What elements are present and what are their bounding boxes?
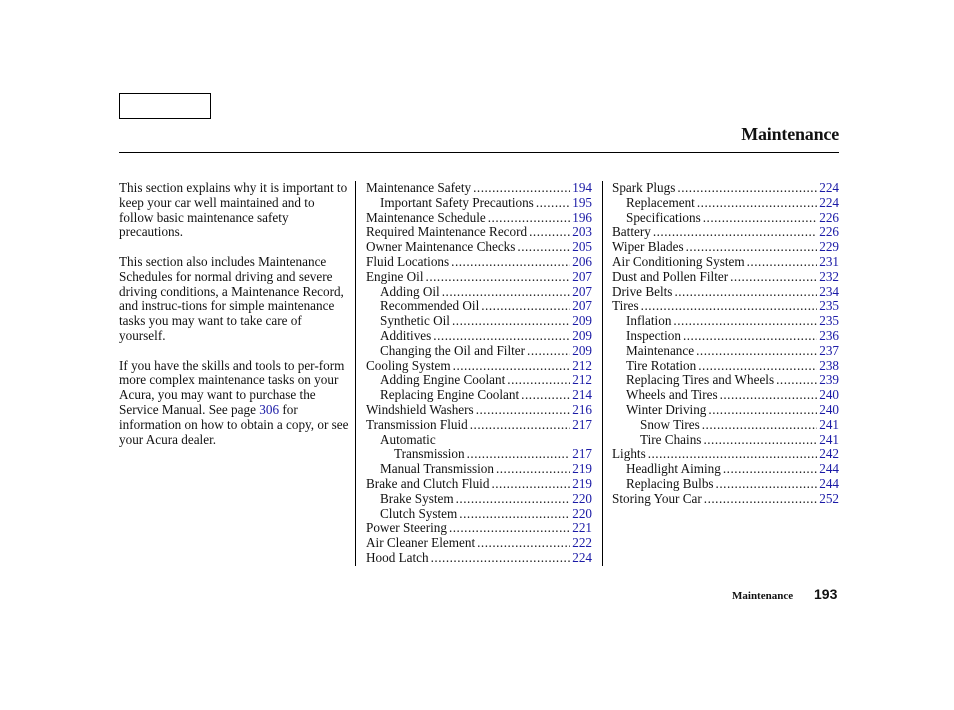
toc-entry-label: Air Cleaner Element <box>366 535 476 551</box>
toc-leader-dots <box>529 225 570 240</box>
toc-entry-label: Dust and Pollen Filter <box>612 268 729 284</box>
intro-p3-text: If you have the skills and tools to per-form more complex maintenance tasks on your Acura, you may want to purchase the Service Manual. See page <box>119 357 345 417</box>
toc-entry-page-link[interactable]: 212 <box>572 357 592 373</box>
toc-entry[interactable] <box>366 211 592 226</box>
toc-entry-page-link[interactable]: 252 <box>819 490 839 506</box>
toc-entry-page-link[interactable]: 207 <box>572 298 592 314</box>
toc-leader-dots <box>488 211 570 226</box>
toc-entry-label: Snow Tires <box>640 416 700 432</box>
intro-paragraph-1: This section explains why it is important to keep your car well maintained and to follow basic maintenance safety precautions. <box>119 180 348 240</box>
toc-entry[interactable] <box>612 373 839 388</box>
toc-entry-page-link[interactable]: 242 <box>819 446 839 462</box>
toc-entry[interactable] <box>612 285 839 300</box>
toc-entry-page-link[interactable]: 205 <box>572 239 592 255</box>
toc-leader-dots <box>696 344 817 359</box>
toc-entry-label: Tire Chains <box>640 431 702 447</box>
toc-entry-page-link[interactable]: 238 <box>819 357 839 373</box>
toc-entry-page-link[interactable]: 244 <box>819 475 839 491</box>
toc-leader-dots <box>470 418 570 433</box>
toc-entry-label: Winter Driving <box>626 401 707 417</box>
toc-entry-page-link[interactable]: 241 <box>819 416 839 432</box>
toc-leader-dots <box>496 462 570 477</box>
toc-entry-page-link[interactable]: 229 <box>819 239 839 255</box>
toc-entry[interactable] <box>366 507 592 522</box>
toc-entry-page-link[interactable]: 195 <box>572 194 592 210</box>
toc-entry[interactable] <box>612 477 839 492</box>
toc-leader-dots <box>708 403 817 418</box>
toc-entry-label: Owner Maintenance Checks <box>366 239 516 255</box>
toc-leader-dots <box>698 359 817 374</box>
toc-entry-label: Transmission Fluid <box>366 416 468 432</box>
toc-entry[interactable] <box>366 344 592 359</box>
toc-leader-dots <box>431 551 571 566</box>
toc-entry-label: Replacing Engine Coolant <box>380 387 520 403</box>
toc-entry-label: Storing Your Car <box>612 490 702 506</box>
toc-leader-dots <box>477 536 570 551</box>
toc-leader-dots <box>473 181 570 196</box>
toc-entry-label: Spark Plugs <box>612 180 676 195</box>
toc-leader-dots <box>674 285 817 300</box>
toc-entry-page-link[interactable]: 240 <box>819 401 839 417</box>
toc-leader-dots <box>716 477 818 492</box>
toc-entry[interactable] <box>366 462 592 477</box>
toc-leader-dots <box>453 359 571 374</box>
toc-entry-label: Replacement <box>626 194 695 210</box>
toc-entry[interactable] <box>366 447 592 462</box>
toc-entry-page-link[interactable]: 241 <box>819 431 839 447</box>
toc-entry-page-link[interactable]: 219 <box>572 461 592 477</box>
toc-entry-label: Manual Transmission <box>380 461 494 477</box>
intro-text <box>119 181 351 462</box>
toc-entry-page-link[interactable]: 224 <box>819 194 839 210</box>
toc-entry-page-link[interactable]: 220 <box>572 505 592 521</box>
toc-entry[interactable] <box>366 225 592 240</box>
toc-entry-label: Inflation <box>626 313 672 329</box>
page-title: Maintenance <box>741 124 839 144</box>
toc-leader-dots <box>433 329 570 344</box>
toc-entry-page-link[interactable]: 196 <box>572 209 592 225</box>
toc-entry[interactable] <box>366 403 592 418</box>
toc-entry[interactable] <box>612 314 839 329</box>
toc-leader-dots <box>702 418 817 433</box>
toc-entry-label: Recommended Oil <box>380 298 480 314</box>
toc-entry-label: Replacing Tires and Wheels <box>626 372 775 388</box>
toc-entry[interactable] <box>366 388 592 403</box>
toc-entry <box>366 433 592 448</box>
toc-entry-page-link[interactable]: 207 <box>572 283 592 299</box>
toc-leader-dots <box>536 196 570 211</box>
toc-leader-dots <box>648 447 818 462</box>
toc-entry[interactable] <box>612 492 839 507</box>
toc-leader-dots <box>467 447 571 462</box>
toc-entry-page-link[interactable]: 240 <box>819 387 839 403</box>
service-manual-page-link[interactable]: 306 <box>259 401 280 417</box>
toc-entry-label: Replacing Bulbs <box>626 475 714 491</box>
toc-entry[interactable] <box>366 240 592 255</box>
toc-column-1 <box>366 181 592 566</box>
toc-entry[interactable] <box>366 359 592 374</box>
toc-leader-dots <box>449 521 570 536</box>
toc-entry-label: Additives <box>380 327 432 343</box>
toc-entry-label: Adding Engine Coolant <box>380 372 506 388</box>
toc-leader-dots <box>776 373 817 388</box>
toc-entry[interactable] <box>366 270 592 285</box>
toc-leader-dots <box>491 477 570 492</box>
toc-entry-label: Brake and Clutch Fluid <box>366 475 490 491</box>
toc-entry[interactable] <box>612 344 839 359</box>
toc-entry-page-link[interactable]: 239 <box>819 372 839 388</box>
toc-entry-page-link[interactable]: 219 <box>572 475 592 491</box>
toc-entry[interactable] <box>612 359 839 374</box>
toc-leader-dots <box>723 462 817 477</box>
toc-leader-dots <box>442 285 571 300</box>
toc-leader-dots <box>517 240 570 255</box>
toc-entry[interactable] <box>366 299 592 314</box>
toc-entry-page-link[interactable]: 244 <box>819 461 839 477</box>
toc-leader-dots <box>720 388 818 403</box>
toc-leader-dots <box>459 507 570 522</box>
intro-paragraph-2: This section also includes Maintenance Schedules for normal driving and severe driving conditions, a Maintenance Record, and instruc-tions for simple maintenance tasks you may want to take care of yourself. <box>119 253 344 343</box>
toc-leader-dots <box>527 344 570 359</box>
toc-entry-label: Windshield Washers <box>366 401 474 417</box>
toc-entry[interactable] <box>612 329 839 344</box>
toc-entry-page-link[interactable]: 216 <box>572 401 592 417</box>
toc-entry-page-link[interactable]: 226 <box>819 209 839 225</box>
toc-entry-page-link[interactable]: 231 <box>819 253 839 269</box>
intro-p3-text-end: for information on how to obtain a copy, or see your Acura dealer. <box>119 401 349 447</box>
toc-entry-label: Drive Belts <box>612 283 673 299</box>
toc-entry-label: Lights <box>612 446 646 462</box>
toc-entry-page-link[interactable]: 221 <box>572 520 592 536</box>
toc-entry-label: Air Conditioning System <box>612 253 745 269</box>
toc-entry[interactable] <box>366 285 592 300</box>
toc-entry-page-link[interactable]: 236 <box>819 327 839 343</box>
toc-entry-label: Clutch System <box>380 505 458 521</box>
toc-leader-dots <box>507 373 570 388</box>
toc-entry[interactable] <box>612 388 839 403</box>
toc-entry[interactable] <box>366 181 592 196</box>
toc-entry-label: Required Maintenance Record <box>366 224 528 240</box>
toc-entry-page-link[interactable]: 224 <box>572 549 592 565</box>
toc-entry-page-link[interactable]: 220 <box>572 490 592 506</box>
toc-entry-page-link[interactable]: 222 <box>572 535 592 551</box>
toc-entry-page-link[interactable]: 232 <box>819 268 839 284</box>
page-tab-box <box>119 93 211 119</box>
toc-entry[interactable] <box>366 536 592 551</box>
column-divider-1 <box>355 181 356 566</box>
toc-entry[interactable] <box>612 433 839 448</box>
toc-entry-page-link[interactable]: 209 <box>572 342 592 358</box>
toc-leader-dots <box>476 403 571 418</box>
toc-leader-dots <box>704 492 817 507</box>
toc-entry-page-link[interactable]: 217 <box>572 416 592 432</box>
toc-entry-label: Tire Rotation <box>626 357 697 373</box>
toc-entry-page-link[interactable]: 203 <box>572 224 592 240</box>
toc-entry-label: Cooling System <box>366 357 451 373</box>
toc-entry-label: Specifications <box>626 209 701 225</box>
toc-entry-label: Transmission <box>394 446 465 462</box>
toc-entry[interactable] <box>366 314 592 329</box>
toc-entry[interactable] <box>366 329 592 344</box>
toc-leader-dots <box>686 240 818 255</box>
toc-entry-label: Engine Oil <box>366 268 424 284</box>
toc-leader-dots <box>730 270 817 285</box>
toc-entry-label: Maintenance Schedule <box>366 209 486 225</box>
toc-entry-page-link[interactable]: 224 <box>819 180 839 195</box>
toc-entry-label: Power Steering <box>366 520 447 536</box>
intro-paragraph-3 <box>119 359 351 448</box>
title-divider <box>119 152 839 153</box>
toc-leader-dots <box>673 314 817 329</box>
toc-entry-label: Adding Oil <box>380 283 440 299</box>
toc-entry-page-link[interactable]: 214 <box>572 387 592 403</box>
toc-leader-dots <box>677 181 817 196</box>
toc-leader-dots <box>456 492 571 507</box>
toc-entry-label: Automatic <box>380 431 436 447</box>
toc-entry[interactable] <box>612 299 839 314</box>
footer-section-label: Maintenance <box>732 590 794 602</box>
toc-leader-dots <box>747 255 818 270</box>
toc-entry[interactable] <box>612 462 839 477</box>
toc-entry[interactable] <box>366 492 592 507</box>
toc-entry-label: Maintenance Safety <box>366 180 472 195</box>
toc-entry-label: Headlight Aiming <box>626 461 721 477</box>
toc-leader-dots <box>481 299 570 314</box>
toc-entry[interactable] <box>612 181 839 196</box>
toc-leader-dots <box>697 196 817 211</box>
toc-leader-dots <box>683 329 817 344</box>
toc-entry-label: Important Safety Precautions <box>380 194 534 210</box>
toc-entry[interactable] <box>612 211 839 226</box>
toc-entry-page-link[interactable]: 234 <box>819 283 839 299</box>
toc-entry-label: Tires <box>612 298 639 314</box>
toc-leader-dots <box>641 299 818 314</box>
toc-entry-page-link[interactable]: 209 <box>572 313 592 329</box>
toc-leader-dots <box>426 270 571 285</box>
toc-leader-dots <box>451 255 570 270</box>
column-divider-2 <box>602 181 603 566</box>
toc-leader-dots <box>521 388 570 403</box>
toc-entry[interactable] <box>366 196 592 211</box>
toc-entry-page-link[interactable]: 206 <box>572 253 592 269</box>
toc-entry-label: Brake System <box>380 490 454 506</box>
toc-entry[interactable] <box>612 270 839 285</box>
toc-entry[interactable] <box>612 403 839 418</box>
toc-entry-page-link[interactable]: 237 <box>819 342 839 358</box>
toc-entry-label: Synthetic Oil <box>380 313 450 329</box>
toc-entry-page-link[interactable]: 226 <box>819 224 839 240</box>
toc-entry[interactable] <box>612 225 839 240</box>
toc-leader-dots <box>452 314 570 329</box>
footer-page-number: 193 <box>814 586 838 602</box>
toc-entry[interactable] <box>366 373 592 388</box>
toc-entry[interactable] <box>612 447 839 462</box>
toc-leader-dots <box>703 433 817 448</box>
toc-entry-label: Fluid Locations <box>366 253 450 269</box>
toc-entry[interactable] <box>612 196 839 211</box>
toc-entry[interactable] <box>612 255 839 270</box>
toc-entry-page-link[interactable]: 194 <box>572 180 592 195</box>
toc-entry-label: Wheels and Tires <box>626 387 718 403</box>
toc-entry[interactable] <box>366 551 592 566</box>
toc-entry[interactable] <box>366 418 592 433</box>
toc-entry[interactable] <box>366 521 592 536</box>
toc-entry-page-link[interactable]: 212 <box>572 372 592 388</box>
toc-entry-page-link[interactable]: 235 <box>819 298 839 314</box>
toc-leader-dots <box>653 225 817 240</box>
toc-entry-label: Hood Latch <box>366 549 429 565</box>
toc-entry[interactable] <box>366 255 592 270</box>
toc-entry-label: Inspection <box>626 327 681 343</box>
toc-entry-label: Changing the Oil and Filter <box>380 342 526 358</box>
toc-column-2 <box>612 181 839 507</box>
toc-entry[interactable] <box>366 477 592 492</box>
toc-entry-page-link[interactable]: 209 <box>572 327 592 343</box>
toc-entry[interactable] <box>612 240 839 255</box>
toc-leader-dots <box>703 211 818 226</box>
toc-entry-label: Maintenance <box>626 342 695 358</box>
toc-entry[interactable] <box>612 418 839 433</box>
toc-entry-page-link[interactable]: 217 <box>572 446 592 462</box>
toc-entry-page-link[interactable]: 235 <box>819 313 839 329</box>
toc-entry-label: Battery <box>612 224 651 240</box>
toc-entry-page-link[interactable]: 207 <box>572 268 592 284</box>
toc-entry-label: Wiper Blades <box>612 239 684 255</box>
